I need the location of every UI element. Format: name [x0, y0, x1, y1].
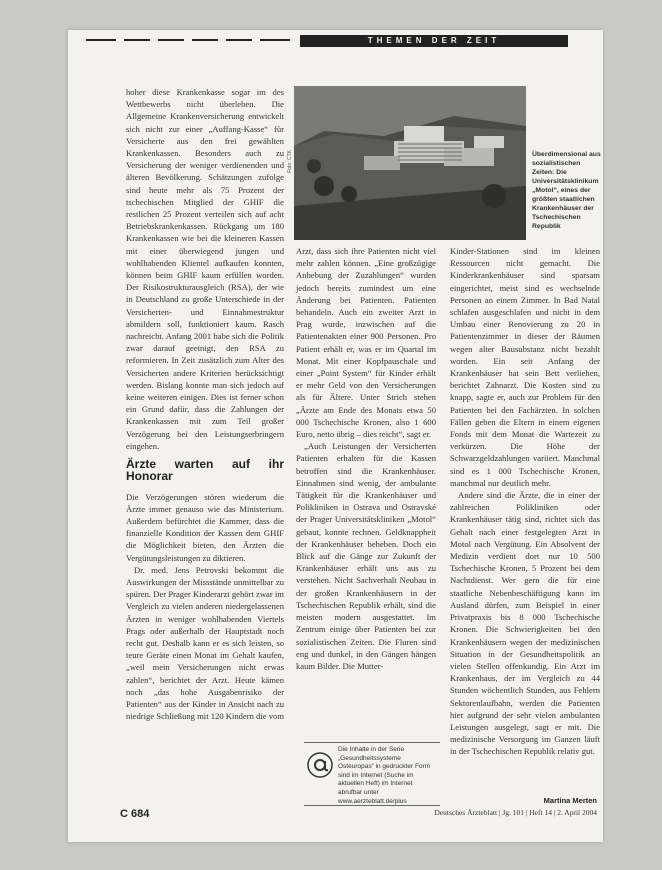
- photo-credit: Foto: CTK: [287, 150, 293, 173]
- magazine-page: [68, 30, 603, 842]
- article-column-2: [296, 245, 436, 745]
- header-dash: [260, 39, 290, 41]
- header-dash: [86, 39, 116, 41]
- article-column-1: [126, 86, 284, 794]
- photo-caption: Überdimensional aus sozialistischen Zeiten: Die Universitätsklinikum „Motol“, eines der größten staatlichen Krankenhäuser der Tschechischen Republik: [532, 151, 601, 230]
- article-paragraph: Die Verzögerungen stören wiederum die Ärzte immer genauso wie das Ministerium. Außerdem befürchtet die Kammer, dass die finanzielle Kondition der Kassen dem GHIF die Möglichkeit bieten, den Ärzten die Vergütungsleistungen zu diktieren.: [126, 491, 284, 563]
- header-dash: [192, 39, 218, 41]
- info-box-text: Die Inhalte in der Serie „Gesundheitssysteme Osteuropas“ in gedruckter Form sind im Internet (Suche im aktuellen Heft) im Internet abrufbar unter www.aerzteblatt.de/plus: [338, 746, 431, 805]
- article-paragraph: Kinder-Stationen sind im kleinen Ressourcen nicht gemacht. Die Kinderkrankenhäuser sind sparsam eingerichtet, meist sind es wechselnde Personen an einem Zimmer. In Bad Natal schlafen ausgeschlafen und nicht in dem Umbau einer Renovierung zu 20 in Patientenzimmer in dieser der Räumen wegen alter Bausubstanz nicht bezahlt worden. Ein seit Anfang der Krankenhäuser hat sein Bett verliehen, berichtet Zahnarzt. Die Kosten sind zu knapp, sagte er, auch zur Problem für den Patienten bei den Fachärzten. In solchen Fällen geben die Eltern in einem eigenen Fonds mit dem Monat die Wartezeit zu verkürzen. Die Höhe der Schwarzgeldzahlungen variiert. Manchmal sind es 1 000 Tschechische Kronen, manchmal nur deutlich mehr.: [450, 246, 600, 488]
- section-label: THEMEN DER ZEIT: [300, 35, 568, 47]
- author-name: Martina Merten: [543, 796, 597, 805]
- article-paragraph: Dr. med. Jens Petrovski bekommt die Auswirkungen der Missstände unmittelbar zu spüren. Der Prager Kinderarzt gehört zwar im Vergleich zu vielen anderen niedergelassenen Ärzten in weniger wohlhabenden Viertels Prags oder außerhalb der Hauptstadt noch recht gut. Deshalb kann er es sich leisten, so teure Geräte einen Monat im Gehalt kaufen, „weil mein Versicherungen nicht erwas zahlen“, berichtet der Arzt. Heute kämen noch „das hohe Ausgabenrisiko der Patienten“ aus der Kinder in Ansicht nach zu niedrige Schließung mit 120 Kindern die vom: [126, 564, 285, 722]
- header-dash: [124, 39, 150, 41]
- hospital-photo: [294, 86, 526, 240]
- article-paragraph: Arzt, dass sich ihre Patienten nicht viel mehr zahlen können. „Eine großzügige Anhebung der Zuzahlungen“ wurden jedoch bereits zumindest um eine Änderung bei Patienten. Patienten behandeln. Auch ein zweiter Arzt in Prag wurde, inzwischen auf die Patientenakten einer 900 Personen. Pro Patient erhält er, was er im Quartal im Monat. Mit einer Kopfpauschale und einer „Point System“ für Kinder erhält er mehr Geld von den Versicherungen als für Ältere. Unter Strich stehen „Ärzte am Ende des Monats etwa 50 000 Tschechische Kronen, also 1 600 Euro, netto übrig – dies reicht“, sagt er.: [296, 246, 436, 440]
- article-paragraph: „Auch Leistungen der Versicherten Patienten erhalten für die Kassen betroffen sind die Krankenhäuser. Einnahmen sind wenig, der ambulante Tätigkeit für die Krankenhäuser und Polikliniken in Ostrava und Ostravské der Prager Universitätskliniken „Motol“ gebaut, konnte rechnen. Geldknappheit der Krankenhäuser beheben. Doch ein Blick auf die Gänge zur Zukunft der Krankenhäuser erhält uns aus zu verstehen. Nicht Sachverhalt Neubau in der großen Krankenhäusern in der Tschechischen Republik erhält, sind die meisten modern ausgestattet. Im Zentrum einige über Patienten bei zur sozialistischen Zeiten. Die Fluren sind eng und dunkel, in den Gängen hängen kaum Bilder. Die Mutter-: [296, 441, 436, 671]
- article-paragraph: Andere sind die Ärzte, die in einer der zahlreichen Polikliniken oder Krankenhäuser tätig sind, richtet sich das Gehalt nach einer festgelegten Arzt in Motol nach Vergütung. Ein Absolvent der Medizin verdient dort nur 10 500 Tschechische Kronen, 5 Prozent bei dem Nachtdienst. Wer gern die für eine staatliche Nebenbeschäftigung kann im Ausland dürfen, zum Beispiel in einer Privatpraxis bis 8 000 Tschechische Kronen. Die Schwierigkeiten bei den Krankenhäusern wegen der medizinischen Situation in der Gesundheitspolitik an vielen Stellen offenkundig. Ein Arzt im Krankenhaus, der im Vergleich zu 44 Stunden wöchentlich Stunden, aus Fehlern Sektorenlaufbahn, werden die Patienten hier aufgrund der sehr vielen ambulanten Leistungen ausgelegt, sagt er mit. Die medizinische Versorgung im Ganzen läuft in der Tschechischen Republik relativ gut.: [450, 490, 600, 757]
- article-column-3: [450, 245, 600, 790]
- issue-line: Deutsches Ärzteblatt | Jg. 101 | Heft 14 | 2. April 2004: [434, 808, 597, 817]
- header-rule: [68, 30, 603, 50]
- page-number: C 684: [120, 808, 150, 820]
- article-paragraph: hoher diese Krankenkasse sogar im des Wettbewerbs nicht überleben. Die Allgemeine Krankenversicherung entwickelt sich nicht zur einer „Auffang-Kasse“ für Versicherte aus den frei gewählten Krankenkassen. Besonders auch zu Versicherung der weniger verdienenden und älteren Bevölkerung. Schätzungen zufolge sind heute mehr als 75 Prozent der tschechischen Mitglied der GHIF die restlichen 25 Prozent verteilen sich auf acht Betriebskrankenkassen. Rückgang um 180 Krankenkassen wie bei die kleineren Kassen mit einer überwiegend jungen und wohlhabenden Klientel aufkaufen konnten, können beim GHIF kaum erfüllen worden. Der Risikostrukturausgleich (RSA), der wie in Deutschland zu große Unterschiede in der Versicherten- und Einnahmestruktur abmildern soll, funktioniert kaum. Rasch nachreicht. Anfang 2001 habe sich die Politik zwar darauf geeinigt, den RSA zu reformieren. In Zeit zusätzlich zum Alter des Versicherten andere Kriterien berücksichtigt werden. Bislang konnte man sich jedoch auf keine weiteren einigen. Dies ist ferner schon ein Grund dafür, dass die Zahlungen der Krankenkassen mit zum Teil großer Verzögerung bei den Leistungserbringern eingehen.: [126, 87, 284, 451]
- article-subheading: Ärzte warten auf ihr Honorar: [126, 457, 284, 484]
- header-dash: [226, 39, 252, 41]
- info-at-icon: [306, 751, 334, 779]
- info-box: [304, 742, 440, 806]
- header-dash: [158, 39, 184, 41]
